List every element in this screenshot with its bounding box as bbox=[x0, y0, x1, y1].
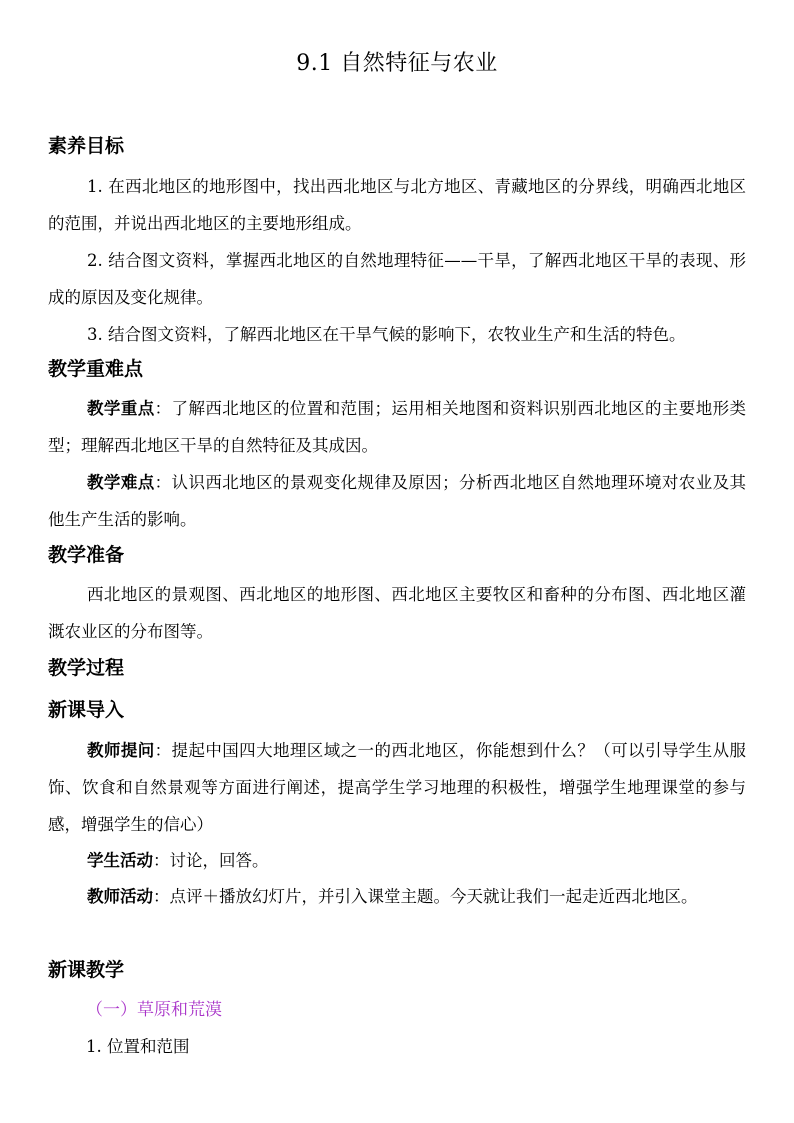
page-title: 9.1 自然特征与农业 bbox=[296, 51, 498, 76]
heading-teaching: 新课教学 bbox=[48, 959, 125, 981]
keypoint-paragraph-focus bbox=[48, 390, 746, 464]
intro-paragraph-student bbox=[48, 842, 746, 879]
difficulty-label: 教学难点 bbox=[87, 473, 155, 492]
heading-keypoints: 教学重难点 bbox=[48, 358, 144, 380]
focus-label: 教学重点 bbox=[87, 399, 155, 418]
goal-paragraph-1: 1. 在西北地区的地形图中，找出西北地区与北方地区、青藏地区的分界线，明确西北地区的范围，并说出西北地区的主要地形组成。 bbox=[48, 177, 746, 233]
prep-paragraph: 西北地区的景观图、西北地区的地形图、西北地区主要牧区和畜种的分布图、西北地区灌溉农业区的分布图等。 bbox=[48, 585, 746, 641]
subheading-grassland-desert: （一）草原和荒漠 bbox=[86, 1000, 222, 1020]
intro-paragraph-question bbox=[48, 732, 746, 843]
item-location-range: 1. 位置和范围 bbox=[86, 1037, 190, 1056]
intro-paragraph-teacher bbox=[48, 878, 746, 915]
question-label: 教师提问 bbox=[87, 741, 155, 760]
student-label: 学生活动 bbox=[87, 851, 153, 870]
heading-goals: 素养目标 bbox=[48, 135, 125, 157]
heading-prep: 教学准备 bbox=[48, 544, 125, 566]
teacher-text: ：点评＋播放幻灯片，并引入课堂主题。今天就让我们一起走近西北地区。 bbox=[153, 887, 698, 906]
student-text: ：讨论，回答。 bbox=[153, 851, 269, 870]
keypoint-paragraph-difficulty bbox=[48, 464, 746, 538]
difficulty-text: ：认识西北地区的景观变化规律及原因；分析西北地区自然地理环境对农业及其他生产生活的影响。 bbox=[48, 473, 747, 529]
heading-process: 教学过程 bbox=[48, 657, 125, 679]
goal-paragraph-3: 3. 结合图文资料，了解西北地区在干旱气候的影响下，农牧业生产和生活的特色。 bbox=[87, 325, 686, 344]
question-text: ：提起中国四大地理区域之一的西北地区，你能想到什么？（可以引导学生从服饰、饮食和自然景观等方面进行阐述，提高学生学习地理的积极性，增强学生地理课堂的参与感，增强学生的信心） bbox=[48, 741, 747, 834]
teacher-label: 教师活动 bbox=[87, 887, 153, 906]
goal-paragraph-2: 2. 结合图文资料，掌握西北地区的自然地理特征——干旱，了解西北地区干旱的表现、形成的原因及变化规律。 bbox=[48, 251, 746, 307]
focus-text: ：了解西北地区的位置和范围；运用相关地图和资料识别西北地区的主要地形类型；理解西北地区干旱的自然特征及其成因。 bbox=[48, 399, 747, 455]
heading-intro: 新课导入 bbox=[48, 699, 125, 721]
